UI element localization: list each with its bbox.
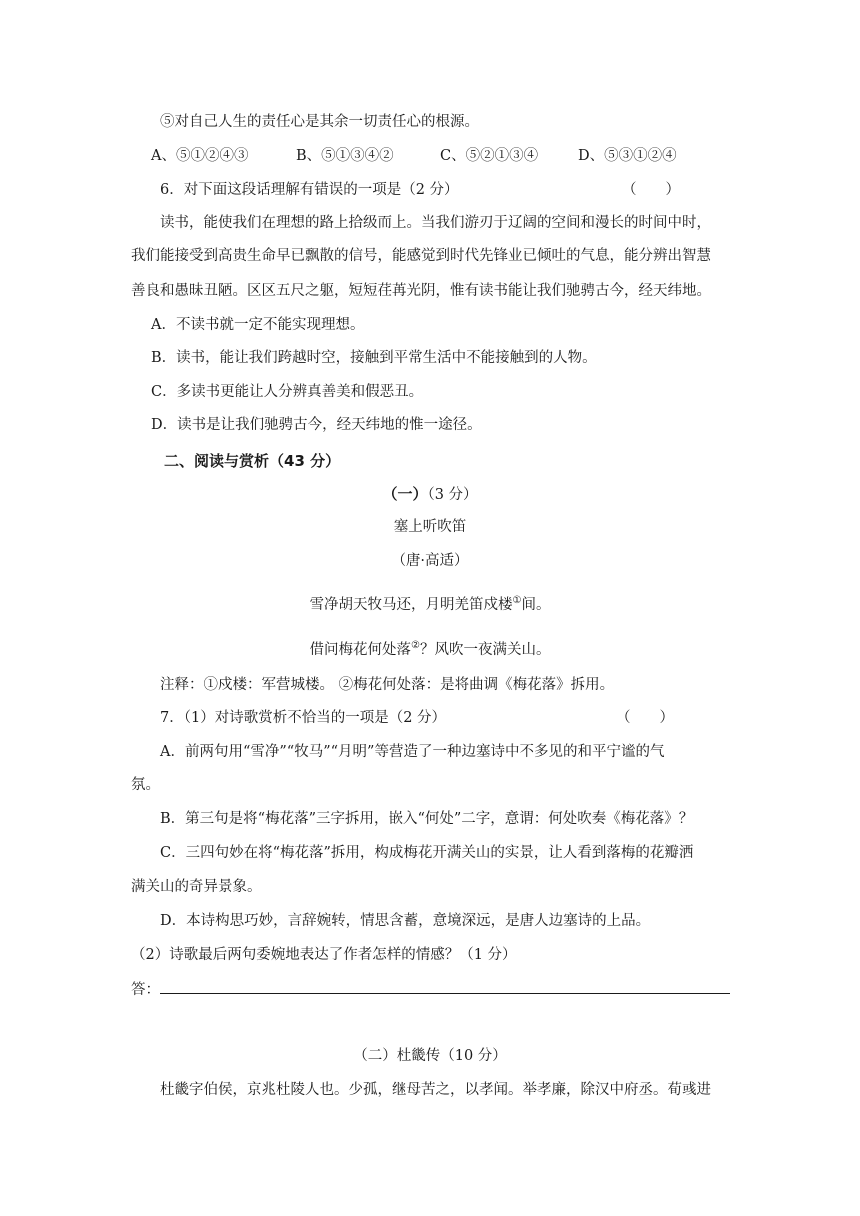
section-2-title: 二、阅读与赏析（43 分） xyxy=(164,452,341,470)
q7-option-a-line-1: A．前两句用“雪净”“牧马”“月明”等营造了一种边塞诗中不多见的和平宁谧的气 xyxy=(160,744,665,760)
part-2-first-line: 杜畿字伯侯，京兆杜陵人也。少孤，继母苦之，以孝闻。举孝廉，除汉中府丞。荀彧进 xyxy=(160,1082,711,1098)
q7-option-a-line-2: 氛。 xyxy=(131,777,160,793)
poem-line-1-text: 雪净胡天牧马还，月明羌笛戍楼 xyxy=(309,597,513,613)
footnote-marker-1: ① xyxy=(512,595,522,606)
q6-passage-line-3: 善良和愚昧丑陋。区区五尺之躯，短短荏苒光阴，惟有读书能让我们驰骋古今，经天纬地。 xyxy=(131,283,711,299)
q5-option-a: A、⑤①②④③ xyxy=(151,148,249,164)
q7-option-c-line-1: C．三四句妙在将“梅花落”拆用，构成梅花开满关山的实景，让人看到落梅的花瓣洒 xyxy=(160,845,694,861)
part-2-heading: （二）杜畿传（10 分） xyxy=(353,1048,507,1064)
q5-option-b: B、⑤①③④② xyxy=(296,148,394,164)
part-1-score: （3 分） xyxy=(427,487,478,503)
footnote-marker-2: ② xyxy=(411,640,420,651)
q6-option-a: A．不读书就一定不能实现理想。 xyxy=(151,317,365,333)
poem-author: （唐·高适） xyxy=(391,553,469,569)
poem-title: 塞上听吹笛 xyxy=(393,519,467,535)
q7-option-c-line-2: 满关山的奇异景象。 xyxy=(131,879,262,895)
q7-subquestion-2: （2）诗歌最后两句委婉地表达了作者怎样的情感？（1 分） xyxy=(131,947,517,963)
q6-answer-bracket: （ ） xyxy=(622,182,680,198)
q6-option-d: D．读书是让我们驰骋古今，经天纬地的惟一途径。 xyxy=(151,417,482,433)
answer-line[interactable] xyxy=(160,993,730,994)
part-1-number: （一） xyxy=(382,485,428,503)
q5-option-c: C、⑤②①③④ xyxy=(440,148,539,164)
poem-line-1-end: 间。 xyxy=(521,597,551,613)
poem-line-2-text: 借问梅花何处落 xyxy=(309,642,412,658)
q6-passage-line-2: 我们能接受到高贵生命早已飘散的信号，能感觉到时代先锋业已倾吐的气息，能分辨出智慧 xyxy=(131,248,711,264)
poem-line-1 xyxy=(0,591,860,615)
q6-option-b: B．读书，能让我们跨越时空，接触到平常生活中不能接触到的人物。 xyxy=(151,350,597,366)
q7-option-d: D．本诗构思巧妙，言辞婉转，情思含蓄，意境深远，是唐人边塞诗的上品。 xyxy=(160,913,651,929)
part-1-heading xyxy=(0,484,860,505)
poem-line-2 xyxy=(0,636,860,660)
q5-option-d: D、⑤③①②④ xyxy=(578,148,677,164)
q6-option-c: C．多读书更能让人分辨真善美和假恶丑。 xyxy=(151,384,424,400)
poem-notes: 注释：①戍楼：军营城楼。 ②梅花何处落：是将曲调《梅花落》拆用。 xyxy=(160,677,615,693)
item-5-text: ⑤对自己人生的责任心是其余一切责任心的根源。 xyxy=(160,114,479,130)
q6-passage-line-1: 读书，能使我们在理想的路上拾级而上。当我们游刃于辽阔的空间和漫长的时间中时， xyxy=(160,215,711,231)
q6-question: 6．对下面这段话理解有错误的一项是（2 分） xyxy=(160,182,459,198)
q7-question: 7．（1）对诗歌赏析不恰当的一项是（2 分） xyxy=(160,710,447,726)
q7-answer-bracket: （ ） xyxy=(616,710,674,726)
answer-label: 答： xyxy=(131,982,160,998)
q7-option-b: B．第三句是将“梅花落”三字拆用，嵌入“何处”二字，意谓：何处吹奏《梅花落》？ xyxy=(160,811,694,827)
poem-line-2-end: ？风吹一夜满关山。 xyxy=(419,642,551,658)
